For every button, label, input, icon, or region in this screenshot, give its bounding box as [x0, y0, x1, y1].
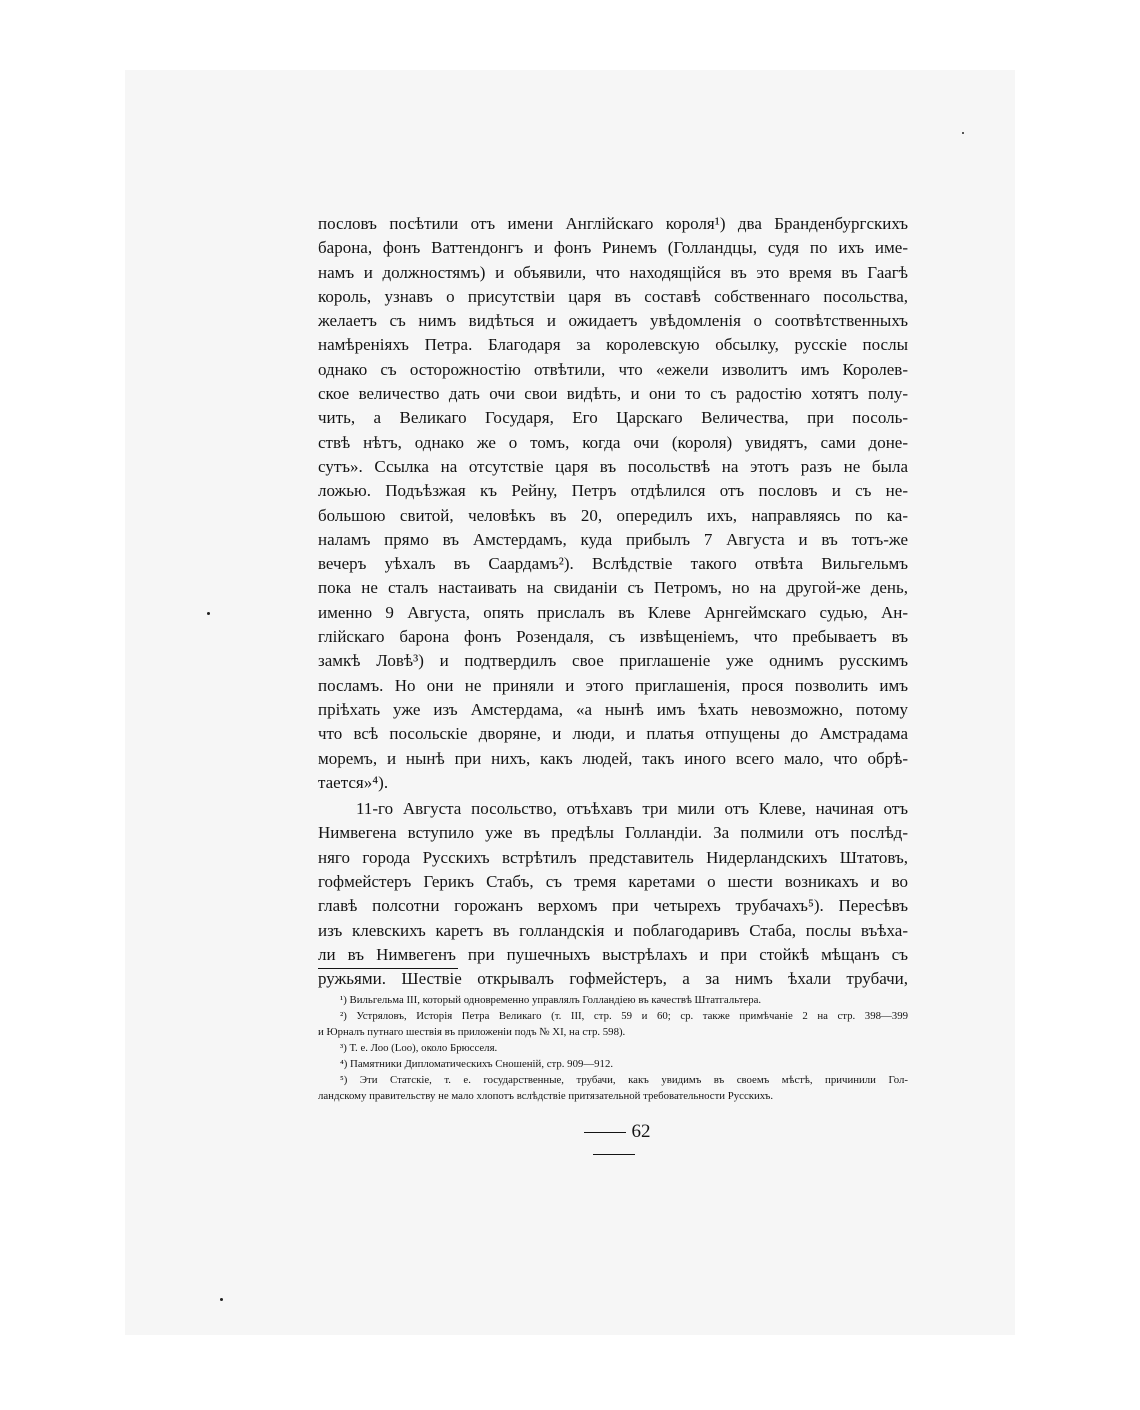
- footnote-divider: [318, 968, 458, 969]
- text-line: желаетъ съ нимъ видѣться и ожидаетъ увѣдомленія о соотвѣтственныхъ: [318, 311, 908, 331]
- footnote-2-continued: и Юрналъ путнаго шествія въ приложеніи подъ № XI, на стр. 598).: [318, 1026, 626, 1038]
- footnote-2: ²) Устряловъ, Исторія Петра Великаго (т. III, стр. 59 и 60; ср. также примѣчаніе 2 на стр. 398—399: [340, 1010, 908, 1022]
- text-line: глійскаго барона фонъ Розендаля, съ извѣщеніемъ, что пребываетъ въ: [318, 627, 908, 647]
- footnote-1: ¹) Вильгельма III, который одновременно управлялъ Голландіею въ качествѣ Штатгальтера.: [340, 994, 762, 1006]
- main-text: [318, 212, 908, 992]
- text-line: ружьями. Шествіе открывалъ гофмейстеръ, а за нимъ ѣхали трубачи,: [318, 969, 908, 989]
- text-line: большою свитой, человѣкъ въ 20, опередилъ ихъ, направляясь по ка-: [318, 505, 908, 525]
- text-line: главѣ полсотни горожанъ верхомъ при четырехъ трубачахъ⁵). Пересѣвъ: [318, 896, 908, 916]
- text-line: однако съ осторожностію отвѣтили, что «ежели изволитъ имъ Королев-: [318, 359, 908, 379]
- text-line: пріѣхать уже изъ Амстердама, «а нынѣ имъ ѣхать невозможно, потому: [318, 699, 908, 719]
- page-number-value: 62: [631, 1121, 651, 1142]
- page-number: [555, 1121, 673, 1165]
- text-line: что всѣ посольскіе дворяне, и люди, и платья отпущены до Амстрадама: [318, 724, 908, 744]
- text-line: замкѣ Ловѣ³) и подтвердилъ свое приглашеніе уже однимъ русскимъ: [318, 651, 908, 671]
- scan-speck: [220, 1298, 223, 1301]
- text-line: посламъ. Но они не приняли и этого приглашенія, прося позволить имъ: [318, 675, 908, 695]
- text-line: именно 9 Августа, опять прислалъ въ Клеве Арнгеймскаго судью, Ан-: [318, 602, 908, 622]
- footnote-3: ³) Т. е. Лоо (Loo), около Брюсселя.: [340, 1042, 498, 1054]
- text-line: тается»⁴).: [318, 772, 389, 792]
- text-line: вечеръ уѣхалъ въ Саардамъ²). Вслѣдствіе такого отвѣта Вильгельмъ: [318, 554, 908, 574]
- text-line: ское величество дать очи свои видѣть, и они то съ радостію хотятъ полу-: [318, 384, 908, 404]
- text-line: ложью. Подъѣзжая къ Рейну, Петръ отдѣлился отъ пословъ и съ не-: [318, 481, 908, 501]
- text-line: чить, а Великаго Государя, Его Царскаго Величества, при посоль-: [318, 408, 908, 428]
- text-line: ли въ Нимвегенъ при пушечныхъ выстрѣлахъ и при стойкѣ мѣщанъ съ: [318, 944, 908, 964]
- text-line: намѣреніяхъ Петра. Благодаря за королевскую обсылку, русскіе послы: [318, 335, 908, 355]
- page-number-dash-left: [584, 1132, 626, 1133]
- text-line: моремъ, и нынѣ при нихъ, какъ людей, такъ иного всего мало, что обрѣ-: [318, 748, 908, 768]
- footnotes: [318, 992, 908, 1104]
- text-line: наламъ прямо въ Амстердамъ, куда прибылъ 7 Августа и въ тотъ-же: [318, 529, 908, 549]
- footnote-5-continued: ландскому правительству не мало хлопотъ вслѣдствіе притязательной требовательности Русскихъ.: [318, 1090, 774, 1102]
- text-line: пока не сталъ настаивать на свиданіи съ Петромъ, но на другой-же день,: [318, 578, 908, 598]
- footnote-4: ⁴) Памятники Дипломатическихъ Сношеній, стр. 909—912.: [340, 1058, 614, 1070]
- text-line: изъ клевскихъ каретъ въ голландскія и поблагодаривъ Стаба, послы въѣха-: [318, 920, 908, 940]
- scan-speck: [207, 612, 210, 615]
- text-line: сутъ». Ссылка на отсутствіе царя въ посольствѣ на этотъ разъ не была: [318, 456, 908, 476]
- footnote-5: ⁵) Эти Статскіе, т. е. государственные, трубачи, какъ увидимъ въ своемъ мѣстѣ, причинили Гол-: [340, 1074, 908, 1086]
- text-line: Нимвегена вступило уже въ предѣлы Голландіи. За полмили отъ послѣд-: [318, 823, 908, 843]
- text-line: намъ и должностямъ) и объявили, что находящійся въ это время въ Гаагѣ: [318, 262, 908, 282]
- text-line: ствѣ нѣтъ, однако же о томъ, когда очи (короля) увидятъ, сами доне-: [318, 432, 908, 452]
- text-line: пословъ посѣтили отъ имени Англійскаго короля¹) два Бранденбургскихъ: [318, 214, 908, 233]
- page-number-dash-right: [593, 1154, 635, 1155]
- scan-speck: [962, 132, 964, 134]
- paragraph-2: [318, 797, 908, 991]
- text-line: барона, фонъ Ваттендонгъ и фонъ Ринемъ (Голландцы, судя по ихъ име-: [318, 238, 908, 258]
- text-line: гофмейстеръ Герикъ Стабъ, съ тремя каретами о шести возникахъ и во: [318, 872, 908, 892]
- paragraph-1: [318, 212, 908, 795]
- text-line: 11-го Августа посольство, отъѣхавъ три мили отъ Клеве, начиная отъ: [356, 799, 908, 819]
- text-line: няго города Русскихъ встрѣтилъ представитель Нидерландскихъ Штатовъ,: [318, 847, 908, 867]
- text-line: король, узнавъ о присутствіи царя въ составѣ собственнаго посольства,: [318, 286, 908, 306]
